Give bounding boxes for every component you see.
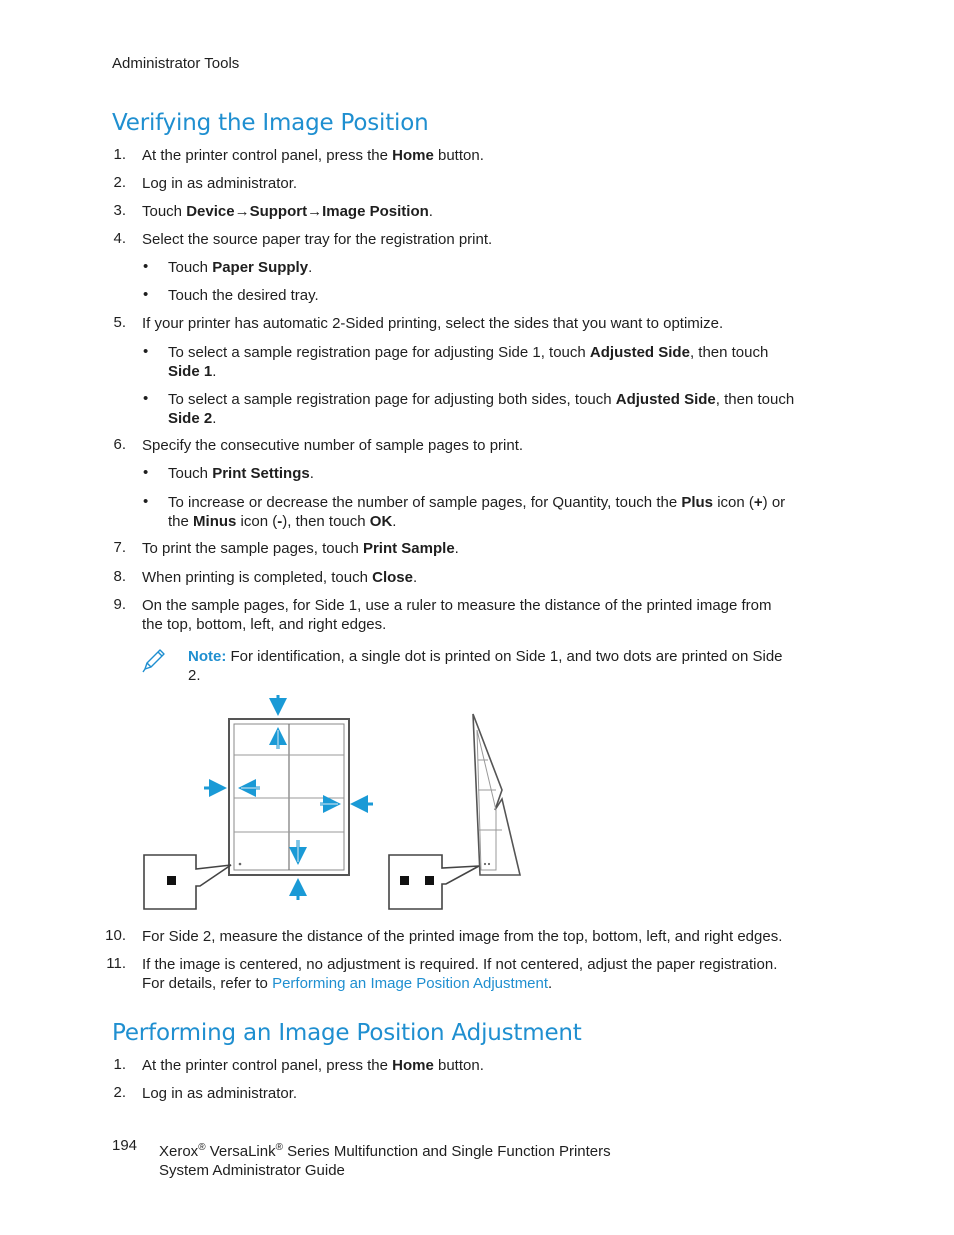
step-number: 10. [105, 927, 126, 944]
step-text: On the sample pages, for Side 1, use a ruler to measure the distance of the printed image from the top, bottom, left, and right edges. [142, 597, 772, 633]
step-text: Specify the consecutive number of sample pages to print. [142, 437, 524, 454]
bullet-text: To select a sample registration page for adjusting Side 1, touch Adjusted Side, then touch Side 1. [168, 344, 769, 380]
double-dot-right [425, 876, 434, 885]
step-text: Log in as administrator. [142, 1085, 298, 1102]
bullet: • [143, 343, 149, 360]
page-number: 194 [112, 1137, 138, 1154]
bullet: • [143, 493, 149, 510]
section-title-verifying: Verifying the Image Position [112, 110, 429, 136]
step-number: 4. [113, 230, 126, 247]
section-title-performing: Performing an Image Position Adjustment [112, 1020, 582, 1046]
side1-sheet [229, 719, 349, 875]
step-text: To print the sample pages, touch Print Sample. [142, 540, 459, 557]
step-text: When printing is completed, touch Close. [142, 569, 418, 586]
bullet: • [143, 390, 149, 407]
step-number: 7. [113, 539, 126, 556]
step-text: If your printer has automatic 2-Sided printing, select the sides that you want to optimize. [142, 315, 724, 332]
pencil-icon [141, 648, 167, 674]
step-number: 3. [113, 202, 126, 219]
bullet: • [143, 464, 149, 481]
step-text: Log in as administrator. [142, 175, 298, 192]
registration-illustration [140, 690, 530, 915]
bullet: • [143, 258, 149, 275]
step-text: For Side 2, measure the distance of the printed image from the top, bottom, left, and right edges. [142, 928, 783, 945]
step-number: 9. [113, 596, 126, 613]
step-number: 8. [113, 568, 126, 585]
bullet-text: Touch Paper Supply. [168, 259, 313, 276]
cross-reference-link[interactable]: Performing an Image Position Adjustment [272, 975, 549, 992]
step-number: 1. [113, 1056, 126, 1073]
step-text: At the printer control panel, press the Home button. [142, 1057, 484, 1074]
single-dot [167, 876, 176, 885]
step-number: 5. [113, 314, 126, 331]
bullet-text: To select a sample registration page for adjusting both sides, touch Adjusted Side, then touch Side 2. [168, 391, 795, 427]
step-number: 6. [113, 436, 126, 453]
side2-sheet [473, 714, 520, 875]
step-number: 2. [113, 1084, 126, 1101]
double-dot-left [400, 876, 409, 885]
step-number: 2. [113, 174, 126, 191]
note-text: Note: For identification, a single dot is printed on Side 1, and two dots are printed on Side 2. [188, 648, 783, 684]
step-text: At the printer control panel, press the Home button. [142, 147, 484, 164]
bullet-text: Touch Print Settings. [168, 465, 314, 482]
step-number: 1. [113, 146, 126, 163]
step-number: 11. [106, 955, 126, 972]
bullet-text: Touch the desired tray. [168, 287, 319, 304]
registration-diagram-svg [140, 690, 530, 915]
step-text: If the image is centered, no adjustment is required. If not centered, adjust the paper registration. For details, refer to Performing an Image Position Adjustment. [142, 956, 778, 992]
side1-callout [144, 855, 231, 909]
bullet-text: To increase or decrease the number of sample pages, for Quantity, touch the Plus icon (+) or the Minus icon (-), then touch OK. [168, 494, 786, 530]
footer-title: Xerox® VersaLink® Series Multifunction and Single Function Printers System Administrator Guide [159, 1142, 611, 1179]
step-text: Touch Device→Support→Image Position. [142, 203, 433, 220]
running-header: Administrator Tools [112, 55, 240, 72]
bullet: • [143, 286, 149, 303]
step-text: Select the source paper tray for the registration print. [142, 231, 493, 248]
